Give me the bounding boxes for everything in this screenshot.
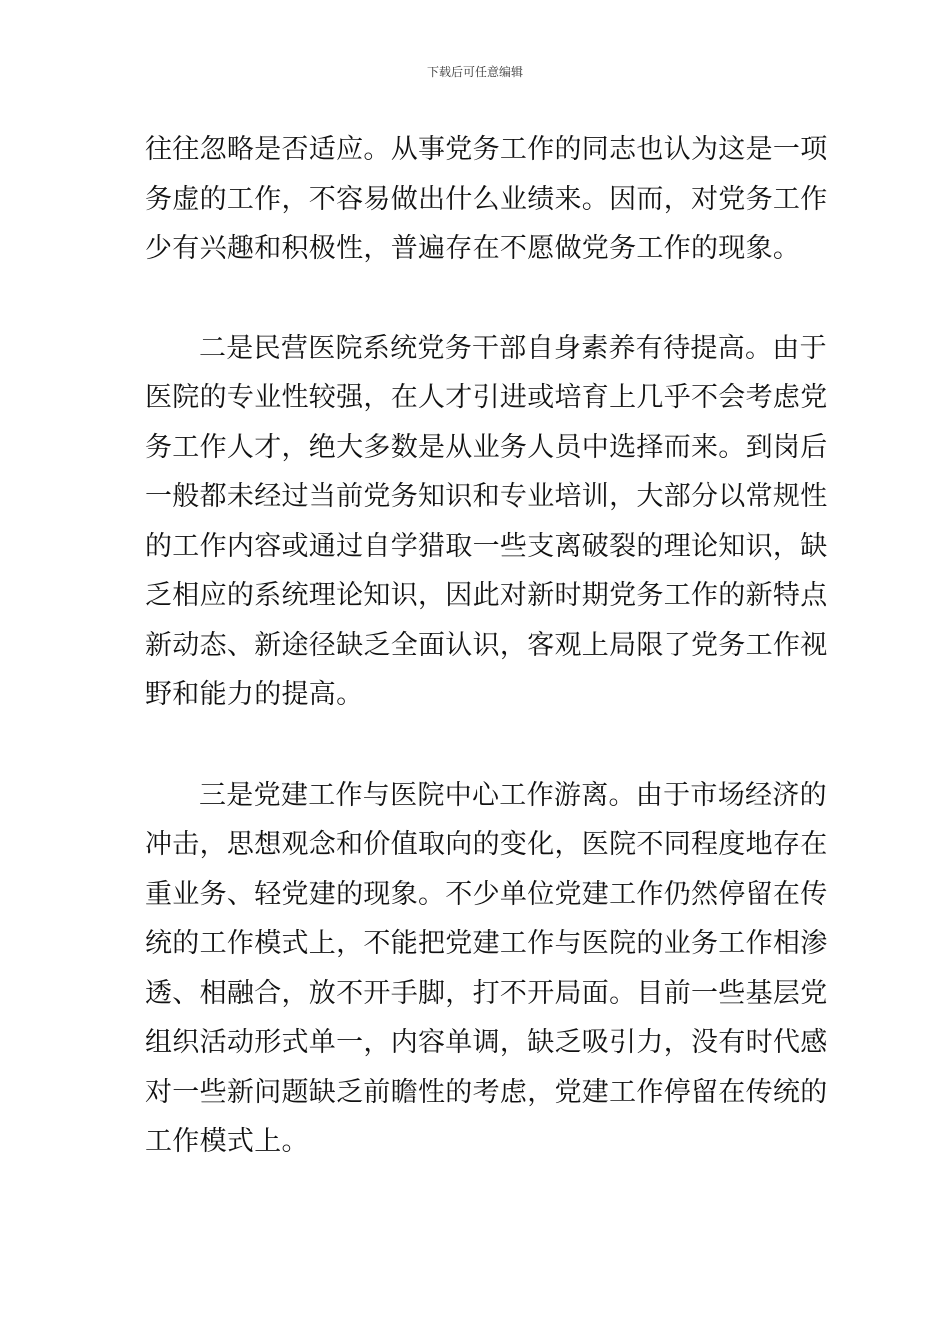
paragraph-2-line-7: 新动态、新途径缺乏全面认识，客观上局限了党务工作视 [145, 630, 828, 661]
paragraph-2-line-5: 的工作内容或通过自学猎取一些支离破裂的理论知识，缺 [145, 531, 828, 562]
paragraph-3-line-2: 冲击，思想观念和价值取向的变化，医院不同程度地存在 [145, 829, 828, 860]
paragraph-3-line-1: 三是党建工作与医院中心工作游离。由于市场经济的 [199, 780, 827, 811]
paragraph-3-line-7: 对一些新问题缺乏前瞻性的考虑，党建工作停留在传统的 [145, 1077, 828, 1108]
paragraph-2-line-3: 务工作人才，绝大多数是从业务人员中选择而来。到岗后 [145, 432, 828, 463]
paragraph-1-line-3: 少有兴趣和积极性，普遍存在不愿做党务工作的现象。 [145, 233, 801, 264]
paragraph-3-line-4: 统的工作模式上，不能把党建工作与医院的业务工作相渗 [145, 928, 828, 959]
paragraph-3-line-5: 透、相融合，放不开手脚，打不开局面。目前一些基层党 [145, 978, 828, 1009]
paragraph-2-line-4: 一般都未经过当前党务知识和专业培训，大部分以常规性 [145, 481, 828, 512]
paragraph-1-line-1: 往往忽略是否适应。从事党务工作的同志也认为这是一项 [145, 134, 828, 165]
paragraph-2-line-1: 二是民营医院系统党务干部自身素养有待提高。由于 [199, 333, 827, 364]
paragraph-2-line-2: 医院的专业性较强，在人才引进或培育上几乎不会考虑党 [145, 382, 828, 413]
page-header: 下载后可任意编辑 [426, 65, 523, 79]
paragraph-1-line-2: 务虚的工作，不容易做出什么业绩来。因而，对党务工作 [145, 184, 828, 215]
paragraph-2-line-8: 野和能力的提高。 [145, 679, 364, 710]
paragraph-3-line-8: 工作模式上。 [145, 1126, 309, 1157]
paragraph-3-line-6: 组织活动形式单一，内容单调，缺乏吸引力，没有时代感 [145, 1027, 828, 1058]
paragraph-3-line-3: 重业务、轻党建的现象。不少单位党建工作仍然停留在传 [145, 879, 828, 910]
paragraph-2-line-6: 乏相应的系统理论知识，因此对新时期党务工作的新特点 [145, 580, 828, 611]
